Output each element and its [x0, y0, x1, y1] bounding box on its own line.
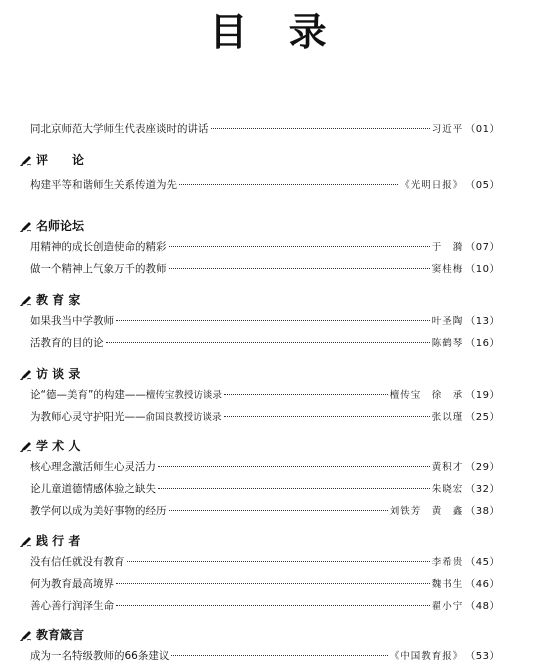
dot-leader [158, 488, 430, 489]
entry-title: 何为教育最高境界 [30, 578, 114, 590]
entry-title: 论“德—美育”的构建—— [30, 389, 146, 401]
dot-leader [158, 466, 430, 467]
entry-title: 核心理念激活师生心灵活力 [30, 461, 156, 473]
entry-page-number: （07） [465, 242, 500, 253]
entry-author: 叶圣陶 [431, 316, 464, 327]
entry-page-number: （53） [465, 651, 500, 662]
dot-leader [169, 268, 430, 269]
toc-entry[interactable] [30, 410, 500, 425]
toc-entry[interactable] [30, 122, 500, 137]
dot-leader [106, 342, 430, 343]
entry-author: 黄积才 [431, 462, 464, 473]
pen-icon [20, 154, 32, 166]
dot-leader [127, 561, 430, 562]
toc-entry[interactable] [30, 240, 500, 255]
entry-author: 檀传宝 徐 承 [389, 390, 464, 401]
pen-icon [20, 220, 32, 232]
toc-entry[interactable] [30, 555, 500, 570]
entry-title: 成为一名特级教师的66条建议 [30, 650, 170, 662]
toc-entry[interactable] [30, 460, 500, 475]
toc-entry[interactable] [30, 577, 500, 592]
pen-icon [20, 440, 32, 452]
toc-entry[interactable] [30, 504, 500, 519]
toc-entry[interactable] [30, 178, 500, 193]
entry-title: 构建平等和谐师生关系传道为先 [30, 179, 177, 191]
entry-page-number: （05） [465, 180, 500, 191]
entry-author: 魏书生 [431, 579, 464, 590]
toc-entry[interactable] [30, 262, 500, 277]
entry-title: 为教师心灵守护阳光—— [30, 411, 146, 423]
entry-author: 张以瑾 [431, 412, 464, 423]
entry-page-number: （45） [465, 557, 500, 568]
section-label: 名师论坛 [36, 219, 85, 233]
page-title: 目 录 [209, 9, 341, 54]
section-heading [20, 218, 84, 234]
section-heading [20, 627, 84, 643]
entry-page-number: （19） [465, 390, 500, 401]
entry-subtitle: 檀传宝教授访谈录 [145, 390, 222, 401]
pen-icon [20, 535, 32, 547]
dot-leader [169, 246, 430, 247]
section-label: 教育箴言 [36, 628, 85, 642]
entry-page-number: （32） [465, 484, 500, 495]
entry-author: 习近平 [431, 124, 464, 135]
section-label: 评 论 [36, 153, 85, 167]
entry-page-number: （01） [465, 124, 500, 135]
section-heading [20, 152, 84, 168]
toc-entry[interactable] [30, 649, 500, 664]
entry-title: 如果我当中学教师 [30, 315, 114, 327]
entry-subtitle: 俞国良教授访谈录 [145, 412, 222, 423]
entry-author: 陈鹤琴 [431, 338, 464, 349]
entry-title: 同北京师范大学师生代表座谈时的讲话 [30, 123, 209, 135]
entry-page-number: （48） [465, 601, 500, 612]
entry-page-number: （16） [465, 338, 500, 349]
entry-author: 翟小宁 [431, 601, 464, 612]
dot-leader [169, 510, 388, 511]
toc-entry[interactable] [30, 482, 500, 497]
section-label: 访 谈 录 [36, 367, 81, 381]
entry-title: 用精神的成长创造使命的精彩 [30, 241, 167, 253]
entry-author: 刘铁芳 黄 鑫 [389, 506, 464, 517]
toc-entry[interactable] [30, 336, 500, 351]
entry-page-number: （46） [465, 579, 500, 590]
pen-icon [20, 294, 32, 306]
toc-entry[interactable] [30, 599, 500, 614]
entry-title: 善心善行润泽生命 [30, 600, 114, 612]
entry-page-number: （13） [465, 316, 500, 327]
entry-author: 窦桂梅 [431, 264, 464, 275]
entry-author: 《光明日报》 [400, 180, 464, 191]
section-heading [20, 533, 80, 549]
entry-page-number: （10） [465, 264, 500, 275]
entry-author: 于 漪 [431, 242, 464, 253]
dot-leader [171, 655, 387, 656]
entry-author: 朱晓宏 [431, 484, 464, 495]
dot-leader [179, 184, 398, 185]
entry-page-number: （25） [465, 412, 500, 423]
toc-entry[interactable] [30, 388, 500, 403]
dot-leader [224, 394, 388, 395]
entry-title: 没有信任就没有教育 [30, 556, 125, 568]
toc-entry[interactable] [30, 314, 500, 329]
entry-title: 做一个精神上气象万千的教师 [30, 263, 167, 275]
dot-leader [211, 128, 430, 129]
section-heading [20, 292, 80, 308]
pen-icon [20, 368, 32, 380]
dot-leader [116, 320, 430, 321]
entry-page-number: （29） [465, 462, 500, 473]
section-heading [20, 438, 80, 454]
section-label: 践 行 者 [36, 534, 81, 548]
entry-title: 论儿童道德情感体验之缺失 [30, 483, 156, 495]
dot-leader [224, 416, 430, 417]
section-label: 教 育 家 [36, 293, 81, 307]
section-label: 学 术 人 [36, 439, 81, 453]
dot-leader [116, 583, 430, 584]
entry-page-number: （38） [465, 506, 500, 517]
entry-title: 活教育的目的论 [30, 337, 104, 349]
dot-leader [116, 605, 430, 606]
entry-author: 《中国教育报》 [389, 651, 464, 662]
entry-title: 教学何以成为美好事物的经历 [30, 505, 167, 517]
pen-icon [20, 629, 32, 641]
section-heading [20, 366, 80, 382]
entry-author: 李希贵 [431, 557, 464, 568]
